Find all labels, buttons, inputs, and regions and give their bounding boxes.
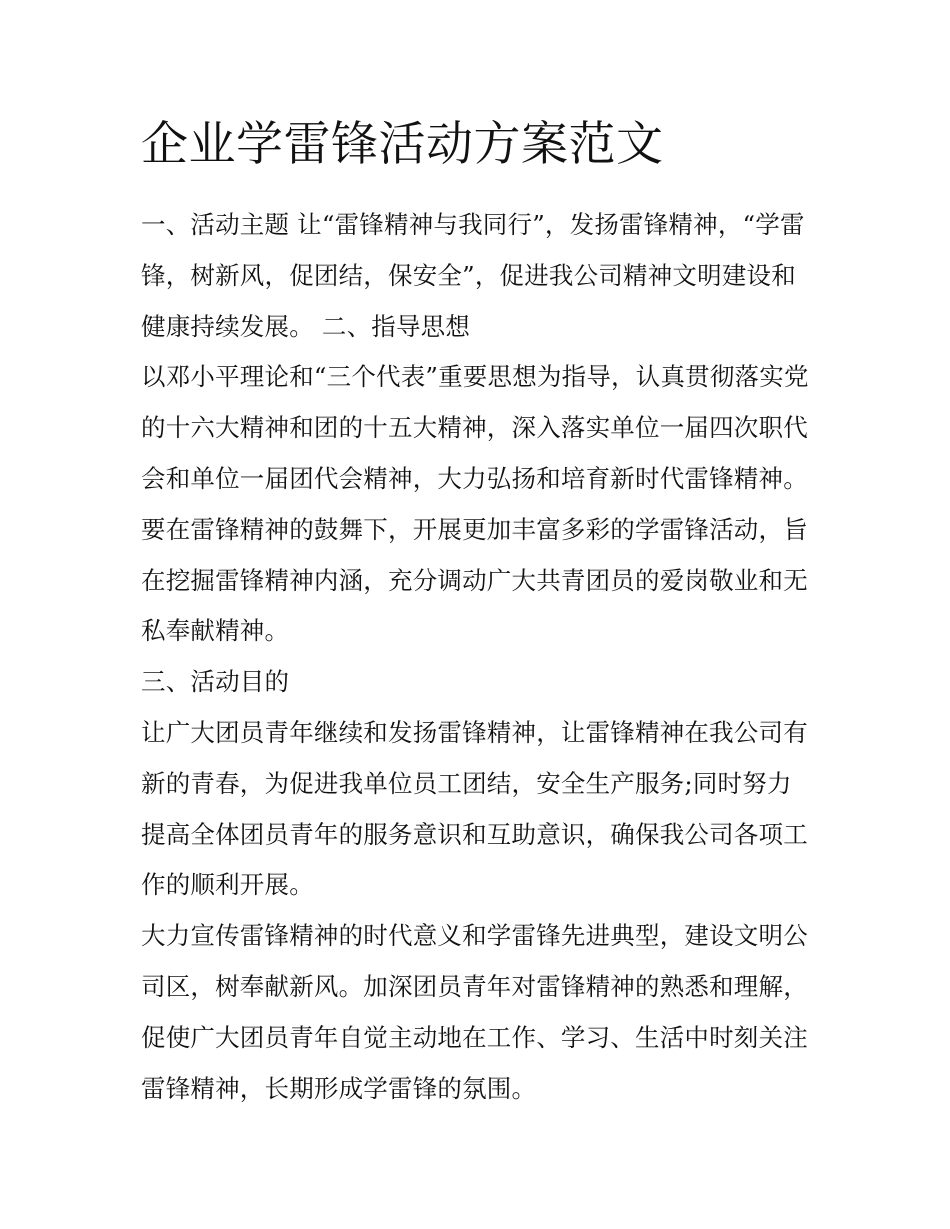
- body-line: 作的顺利开展。: [141, 870, 314, 900]
- section-heading: 三、活动目的: [141, 667, 290, 697]
- body-line: 提高全体团员青年的服务意识和互助意识，确保我公司各项工: [141, 819, 808, 849]
- body-line: 新的青春，为促进我单位员工团结，安全生产服务;同时努力: [141, 768, 792, 798]
- body-line: 以邓小平理论和“三个代表”重要思想为指导，认真贯彻落实党: [141, 362, 809, 392]
- body-line: 让广大团员青年继续和发扬雷锋精神，让雷锋精神在我公司有: [141, 717, 808, 747]
- body-line: 在挖掘雷锋精神内涵，充分调动广大共青团员的爱岗敬业和无: [141, 565, 808, 595]
- body-line: 会和单位一届团代会精神，大力弘扬和培育新时代雷锋精神。: [141, 463, 808, 493]
- body-line: 雷锋精神，长期形成学雷锋的氛围。: [141, 1073, 537, 1103]
- body-line: 的十六大精神和团的十五大精神，深入落实单位一届四次职代: [141, 413, 808, 443]
- body-line: 一、活动主题 让“雷锋精神与我同行”，发扬雷锋精神，“学雷: [141, 210, 805, 239]
- body-line: 私奉献精神。: [141, 616, 290, 646]
- document-body: [141, 200, 831, 1114]
- body-line: 要在雷锋精神的鼓舞下，开展更加丰富多彩的学雷锋活动，旨: [141, 514, 808, 544]
- body-line: 锋，树新风，促团结，保安全”，促进我公司精神文明建设和: [141, 260, 796, 290]
- body-line: 健康持续发展。 二、指导思想: [141, 311, 471, 341]
- body-line: 司区，树奉献新风。加深团员青年对雷锋精神的熟悉和理解，: [141, 971, 808, 1001]
- body-line: 促使广大团员青年自觉主动地在工作、学习、生活中时刻关注: [141, 1022, 808, 1052]
- body-line: 大力宣传雷锋精神的时代意义和学雷锋先进典型，建设文明公: [141, 921, 808, 951]
- document-title: 企业学雷锋活动方案范文: [141, 117, 664, 172]
